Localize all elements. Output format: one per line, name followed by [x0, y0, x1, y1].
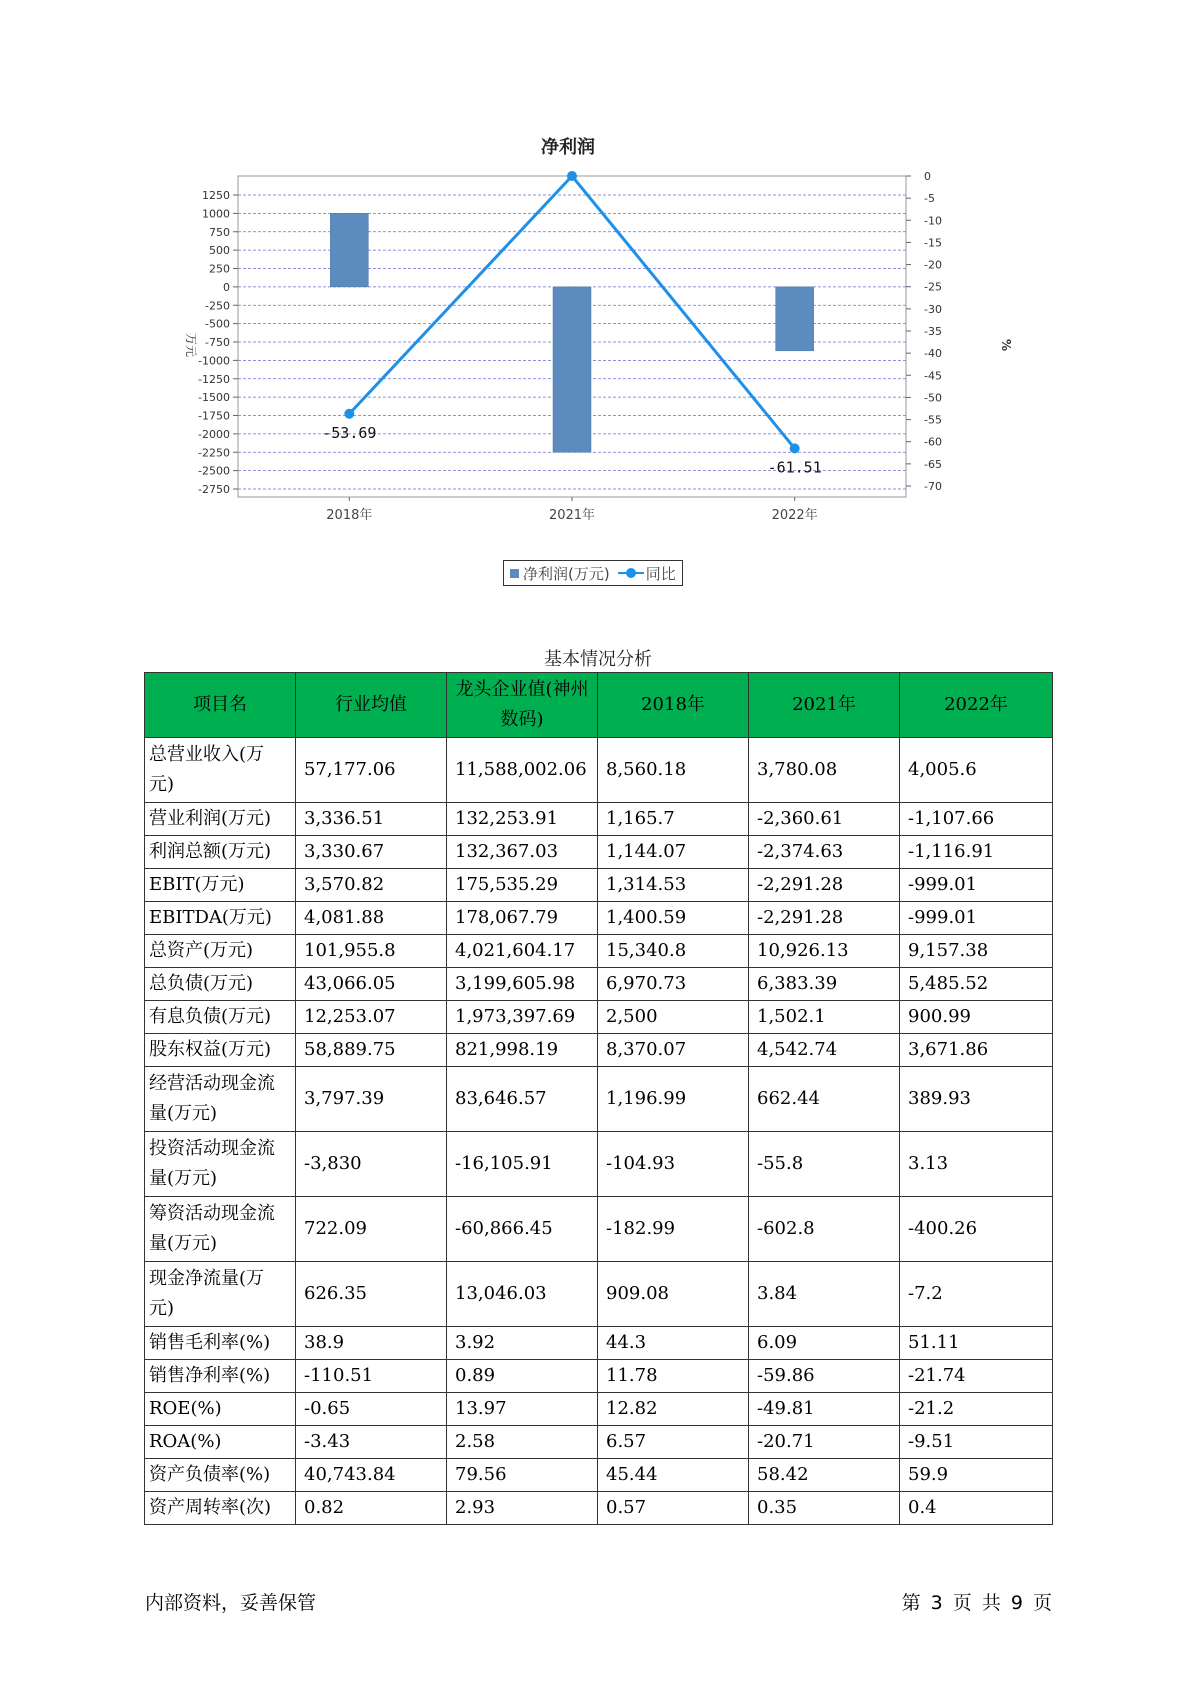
row-value: 3.92 — [447, 1327, 598, 1360]
row-value: 6,970.73 — [598, 968, 749, 1001]
table-caption: 基本情况分析 — [544, 649, 652, 670]
row-value: 12,253.07 — [296, 1001, 447, 1034]
row-value: 1,502.1 — [749, 1001, 900, 1034]
row-value: 1,973,397.69 — [447, 1001, 598, 1034]
row-value: 44.3 — [598, 1327, 749, 1360]
y2-tick-label: -45 — [924, 369, 942, 383]
row-value: 132,253.91 — [447, 803, 598, 836]
row-value: 3.13 — [900, 1132, 1053, 1197]
row-value: -2,360.61 — [749, 803, 900, 836]
row-value: 389.93 — [900, 1067, 1053, 1132]
row-value: 0.82 — [296, 1492, 447, 1525]
row-value: -20.71 — [749, 1426, 900, 1459]
row-value: -7.2 — [900, 1262, 1053, 1327]
row-value: 1,400.59 — [598, 902, 749, 935]
row-value: 79.56 — [447, 1459, 598, 1492]
row-value: -0.65 — [296, 1393, 447, 1426]
row-item-name: 总营业收入(万元) — [145, 738, 296, 803]
y2-tick-label: 0 — [924, 170, 931, 183]
row-value: 0.89 — [447, 1360, 598, 1393]
y-tick-label: -2250 — [198, 446, 230, 460]
y-tick-label: -1500 — [198, 391, 230, 405]
row-value: 9,157.38 — [900, 935, 1053, 968]
row-value: -16,105.91 — [447, 1132, 598, 1197]
row-value: 1,165.7 — [598, 803, 749, 836]
y2-tick-label: -50 — [924, 391, 942, 405]
row-value: 626.35 — [296, 1262, 447, 1327]
y-tick-label: 750 — [209, 225, 230, 239]
row-item-name: 现金净流量(万元) — [145, 1262, 296, 1327]
table-body — [145, 738, 1053, 1525]
row-value: 0.4 — [900, 1492, 1053, 1525]
row-value: 57,177.06 — [296, 738, 447, 803]
row-value: -2,291.28 — [749, 869, 900, 902]
row-value: 2.58 — [447, 1426, 598, 1459]
row-value: 1,144.07 — [598, 836, 749, 869]
row-value: -104.93 — [598, 1132, 749, 1197]
row-value: -3,830 — [296, 1132, 447, 1197]
row-value: 3.84 — [749, 1262, 900, 1327]
y2-tick-label: -70 — [924, 480, 942, 493]
bar-net-profit — [553, 287, 591, 452]
y-tick-label: 250 — [209, 262, 230, 276]
legend-bar-label: 净利润(万元) — [523, 564, 610, 583]
header-2021: 2021年 — [749, 673, 900, 738]
row-value: 3,797.39 — [296, 1067, 447, 1132]
row-value: -55.8 — [749, 1132, 900, 1197]
row-value: 3,199,605.98 — [447, 968, 598, 1001]
legend-line-swatch — [618, 568, 644, 578]
y2-axis-label: % — [999, 338, 1013, 352]
row-value: 2.93 — [447, 1492, 598, 1525]
y-tick-label: 500 — [209, 244, 230, 258]
row-value: 58.42 — [749, 1459, 900, 1492]
row-value: -49.81 — [749, 1393, 900, 1426]
table-header-row — [145, 673, 1053, 738]
y2-tick-label: -20 — [924, 258, 942, 272]
row-value: -400.26 — [900, 1197, 1053, 1262]
data-label-yoy: -61.51 — [767, 458, 822, 477]
row-value: 12.82 — [598, 1393, 749, 1426]
y2-tick-label: -35 — [924, 325, 942, 338]
row-item-name: ROE(%) — [145, 1393, 296, 1426]
line-point-yoy — [567, 171, 577, 181]
header-2022: 2022年 — [900, 673, 1053, 738]
line-point-yoy — [790, 443, 800, 453]
header-leader-value: 龙头企业值(神州数码) — [447, 673, 598, 738]
y-tick-label: -1750 — [198, 409, 230, 423]
row-item-name: EBIT(万元) — [145, 869, 296, 902]
row-value: 51.11 — [900, 1327, 1053, 1360]
row-value: 132,367.03 — [447, 836, 598, 869]
row-value: -9.51 — [900, 1426, 1053, 1459]
x-tick-label: 2021年 — [548, 508, 596, 523]
legend-item-bar — [510, 563, 610, 584]
table-row — [145, 738, 1053, 803]
row-item-name: ROA(%) — [145, 1426, 296, 1459]
row-value: -2,374.63 — [749, 836, 900, 869]
row-value: 6.57 — [598, 1426, 749, 1459]
row-item-name: 资产负债率(%) — [145, 1459, 296, 1492]
row-item-name: 总资产(万元) — [145, 935, 296, 968]
row-value: 8,370.07 — [598, 1034, 749, 1067]
row-value: 5,485.52 — [900, 968, 1053, 1001]
row-value: 59.9 — [900, 1459, 1053, 1492]
legend-line-label: 同比 — [645, 564, 676, 583]
y2-tick-label: -65 — [924, 457, 942, 471]
row-value: 6.09 — [749, 1327, 900, 1360]
y-tick-label: -2750 — [198, 483, 230, 496]
row-value: 3,780.08 — [749, 738, 900, 803]
table-row — [145, 1393, 1053, 1426]
row-value: -21.74 — [900, 1360, 1053, 1393]
chart-legend — [503, 560, 683, 586]
row-value: 38.9 — [296, 1327, 447, 1360]
bar-net-profit — [776, 287, 814, 351]
table-row — [145, 1001, 1053, 1034]
row-value: -60,866.45 — [447, 1197, 598, 1262]
row-item-name: EBITDA(万元) — [145, 902, 296, 935]
row-value: 4,081.88 — [296, 902, 447, 935]
y2-tick-label: -55 — [924, 413, 942, 427]
row-value: -3.43 — [296, 1426, 447, 1459]
y-tick-label: -500 — [205, 317, 230, 331]
table-row — [145, 803, 1053, 836]
row-item-name: 有息负债(万元) — [145, 1001, 296, 1034]
y-tick-label: -250 — [205, 299, 230, 313]
row-value: 58,889.75 — [296, 1034, 447, 1067]
header-item-name: 项目名 — [145, 673, 296, 738]
row-value: -59.86 — [749, 1360, 900, 1393]
row-item-name: 投资活动现金流量(万元) — [145, 1132, 296, 1197]
row-value: 10,926.13 — [749, 935, 900, 968]
row-value: 175,535.29 — [447, 869, 598, 902]
row-value: 6,383.39 — [749, 968, 900, 1001]
table-row — [145, 1262, 1053, 1327]
y-tick-label: 1250 — [202, 189, 230, 202]
y-tick-label: -1250 — [198, 372, 230, 386]
row-value: 4,542.74 — [749, 1034, 900, 1067]
table-row — [145, 869, 1053, 902]
y2-tick-label: -25 — [924, 280, 942, 294]
table-row — [145, 1459, 1053, 1492]
line-point-yoy — [344, 409, 354, 419]
table-row — [145, 902, 1053, 935]
row-value: 2,500 — [598, 1001, 749, 1034]
row-value: -1,107.66 — [900, 803, 1053, 836]
row-item-name: 营业利润(万元) — [145, 803, 296, 836]
chart-title: 净利润 — [541, 137, 595, 158]
row-value: 13,046.03 — [447, 1262, 598, 1327]
x-tick-label: 2022年 — [771, 508, 818, 523]
header-2018: 2018年 — [598, 673, 749, 738]
row-value: 11.78 — [598, 1360, 749, 1393]
net-profit-chart — [0, 0, 1191, 600]
legend-bar-swatch — [510, 569, 519, 578]
table-row — [145, 1132, 1053, 1197]
row-value: -21.2 — [900, 1393, 1053, 1426]
row-value: 909.08 — [598, 1262, 749, 1327]
bar-net-profit — [330, 213, 368, 287]
table-row — [145, 836, 1053, 869]
row-value: -1,116.91 — [900, 836, 1053, 869]
basic-analysis-table — [144, 672, 1053, 1525]
row-value: -110.51 — [296, 1360, 447, 1393]
row-value: 83,646.57 — [447, 1067, 598, 1132]
row-item-name: 股东权益(万元) — [145, 1034, 296, 1067]
row-value: 0.57 — [598, 1492, 749, 1525]
table-row — [145, 1360, 1053, 1393]
y-tick-label: 1000 — [202, 207, 230, 221]
row-value: 4,005.6 — [900, 738, 1053, 803]
row-value: 3,671.86 — [900, 1034, 1053, 1067]
table-row — [145, 1327, 1053, 1360]
legend-item-line — [618, 563, 676, 584]
y2-tick-label: -10 — [924, 214, 942, 228]
row-value: 45.44 — [598, 1459, 749, 1492]
row-value: -2,291.28 — [749, 902, 900, 935]
y-tick-label: -1000 — [198, 354, 230, 368]
row-value: 40,743.84 — [296, 1459, 447, 1492]
y-tick-label: -750 — [205, 336, 230, 349]
y-tick-label: -2500 — [198, 464, 230, 478]
row-value: 3,336.51 — [296, 803, 447, 836]
y2-tick-label: -5 — [924, 192, 935, 206]
table-row — [145, 1067, 1053, 1132]
table-row — [145, 1426, 1053, 1459]
row-value: 662.44 — [749, 1067, 900, 1132]
row-value: 722.09 — [296, 1197, 447, 1262]
x-tick-label: 2018年 — [326, 508, 373, 523]
row-value: 1,314.53 — [598, 869, 749, 902]
table-row — [145, 935, 1053, 968]
row-item-name: 销售毛利率(%) — [145, 1327, 296, 1360]
table-row — [145, 1492, 1053, 1525]
y2-tick-label: -40 — [924, 347, 942, 361]
y-tick-label: 0 — [223, 280, 230, 294]
y2-tick-label: -30 — [924, 302, 942, 316]
y2-tick-label: -60 — [924, 435, 942, 449]
row-item-name: 资产周转率(次) — [145, 1492, 296, 1525]
y2-tick-label: -15 — [924, 236, 942, 250]
row-value: 821,998.19 — [447, 1034, 598, 1067]
table-row — [145, 1034, 1053, 1067]
row-value: -182.99 — [598, 1197, 749, 1262]
row-value: 13.97 — [447, 1393, 598, 1426]
row-value: 1,196.99 — [598, 1067, 749, 1132]
row-value: 900.99 — [900, 1001, 1053, 1034]
row-value: 101,955.8 — [296, 935, 447, 968]
y-tick-label: -2000 — [198, 427, 230, 441]
row-value: 0.35 — [749, 1492, 900, 1525]
row-value: 15,340.8 — [598, 935, 749, 968]
chart-svg — [0, 0, 1191, 600]
row-value: 3,570.82 — [296, 869, 447, 902]
row-value: 8,560.18 — [598, 738, 749, 803]
row-item-name: 利润总额(万元) — [145, 836, 296, 869]
table-row — [145, 968, 1053, 1001]
row-item-name: 筹资活动现金流量(万元) — [145, 1197, 296, 1262]
row-item-name: 总负债(万元) — [145, 968, 296, 1001]
y-axis-label: 万元 — [184, 332, 198, 358]
row-item-name: 销售净利率(%) — [145, 1360, 296, 1393]
header-industry-avg: 行业均值 — [296, 673, 447, 738]
row-value: -602.8 — [749, 1197, 900, 1262]
data-label-yoy: -53.69 — [322, 423, 377, 442]
row-value: 3,330.67 — [296, 836, 447, 869]
footer-page-number: 第 3 页 共 9 页 — [901, 1592, 1052, 1614]
row-value: 4,021,604.17 — [447, 935, 598, 968]
row-value: -999.01 — [900, 902, 1053, 935]
row-value: 178,067.79 — [447, 902, 598, 935]
row-item-name: 经营活动现金流量(万元) — [145, 1067, 296, 1132]
row-value: 43,066.05 — [296, 968, 447, 1001]
table-row — [145, 1197, 1053, 1262]
row-value: -999.01 — [900, 869, 1053, 902]
row-value: 11,588,002.06 — [447, 738, 598, 803]
footer-confidential: 内部资料，妥善保管 — [145, 1592, 317, 1614]
